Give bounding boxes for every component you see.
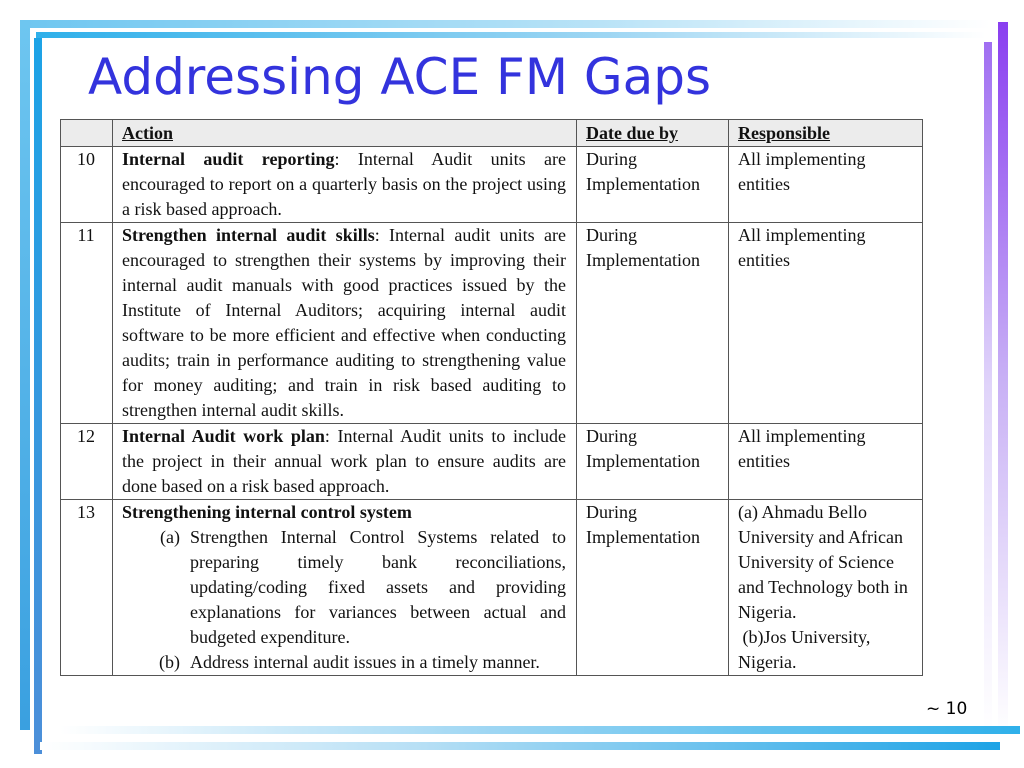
top-decor-bar (20, 20, 990, 28)
table-header-row (61, 120, 923, 147)
action-text: : Internal Audit units to include the project in their annual work plan to ensure audits are done based on a risk based approach. (122, 426, 567, 496)
action-title: Strengthening internal control system (122, 502, 412, 522)
left-decor-bar-inner (34, 38, 42, 754)
responsible-cell (729, 500, 923, 676)
table-row (61, 424, 923, 500)
header-date-due: Date due by (577, 120, 729, 147)
due-cell: During Implementation (577, 500, 729, 676)
row-number: 11 (61, 223, 113, 424)
responsible-cell: All implementing entities (729, 147, 923, 223)
slide-title: Addressing ACE FM Gaps (88, 48, 712, 106)
table-row (61, 223, 923, 424)
sub-item-label: (a) (160, 527, 180, 547)
action-text: : Internal Audit units are encouraged to report on a quarterly basis on the project using a risk based approach. (122, 149, 566, 219)
bottom-decor-bar (60, 726, 1020, 734)
right-decor-bar-inner (984, 42, 992, 732)
action-cell (113, 223, 577, 424)
action-cell (113, 147, 577, 223)
action-title: Internal Audit work plan (122, 426, 325, 446)
bottom-decor-bar-inner (40, 742, 1000, 750)
action-title: Strengthen internal audit skills (122, 225, 375, 245)
header-num (61, 120, 113, 147)
row-number: 13 (61, 500, 113, 676)
action-cell (113, 424, 577, 500)
responsible-line-a: (a) Ahmadu Bello University and African University of Science and Technology both in Nigeria. (738, 502, 908, 622)
due-cell: During Implementation (577, 147, 729, 223)
due-cell: During Implementation (577, 223, 729, 424)
action-cell (113, 500, 577, 676)
table-row (61, 147, 923, 223)
header-responsible: Responsible (729, 120, 923, 147)
row-number: 12 (61, 424, 113, 500)
sub-item-list (122, 525, 566, 675)
sub-item (122, 525, 566, 650)
action-table (60, 119, 923, 676)
row-number: 10 (61, 147, 113, 223)
header-action: Action (113, 120, 577, 147)
top-decor-bar-inner (36, 32, 986, 38)
action-text: : Internal audit units are encouraged to strengthen their systems by improving their internal audit manuals with good practices issued by the Institute of Internal Auditors; acquiring internal audit software to be more efficient and effective when conducting audits; train in performance auditing to strengthening value for money auditing; and train in risk based auditing to strengthen internal audit skills. (122, 225, 566, 420)
responsible-cell: All implementing entities (729, 424, 923, 500)
sub-item-label: (b) (159, 652, 180, 672)
sub-item-text: Strengthen Internal Control Systems related to preparing timely bank reconciliations, updating/coding fixed assets and providing explanations for variances between actual and budgeted expenditure. (190, 527, 566, 647)
action-title: Internal audit reporting (122, 149, 335, 169)
sub-item-text: Address internal audit issues in a timely manner. (190, 652, 540, 672)
left-decor-bar (20, 20, 30, 730)
due-cell: During Implementation (577, 424, 729, 500)
responsible-cell: All implementing entities (729, 223, 923, 424)
right-decor-bar (998, 22, 1008, 734)
page-number: ~ 10 (926, 699, 968, 719)
responsible-line-b: (b)Jos University, Nigeria. (738, 627, 875, 672)
table-row (61, 500, 923, 676)
sub-item (122, 650, 566, 675)
